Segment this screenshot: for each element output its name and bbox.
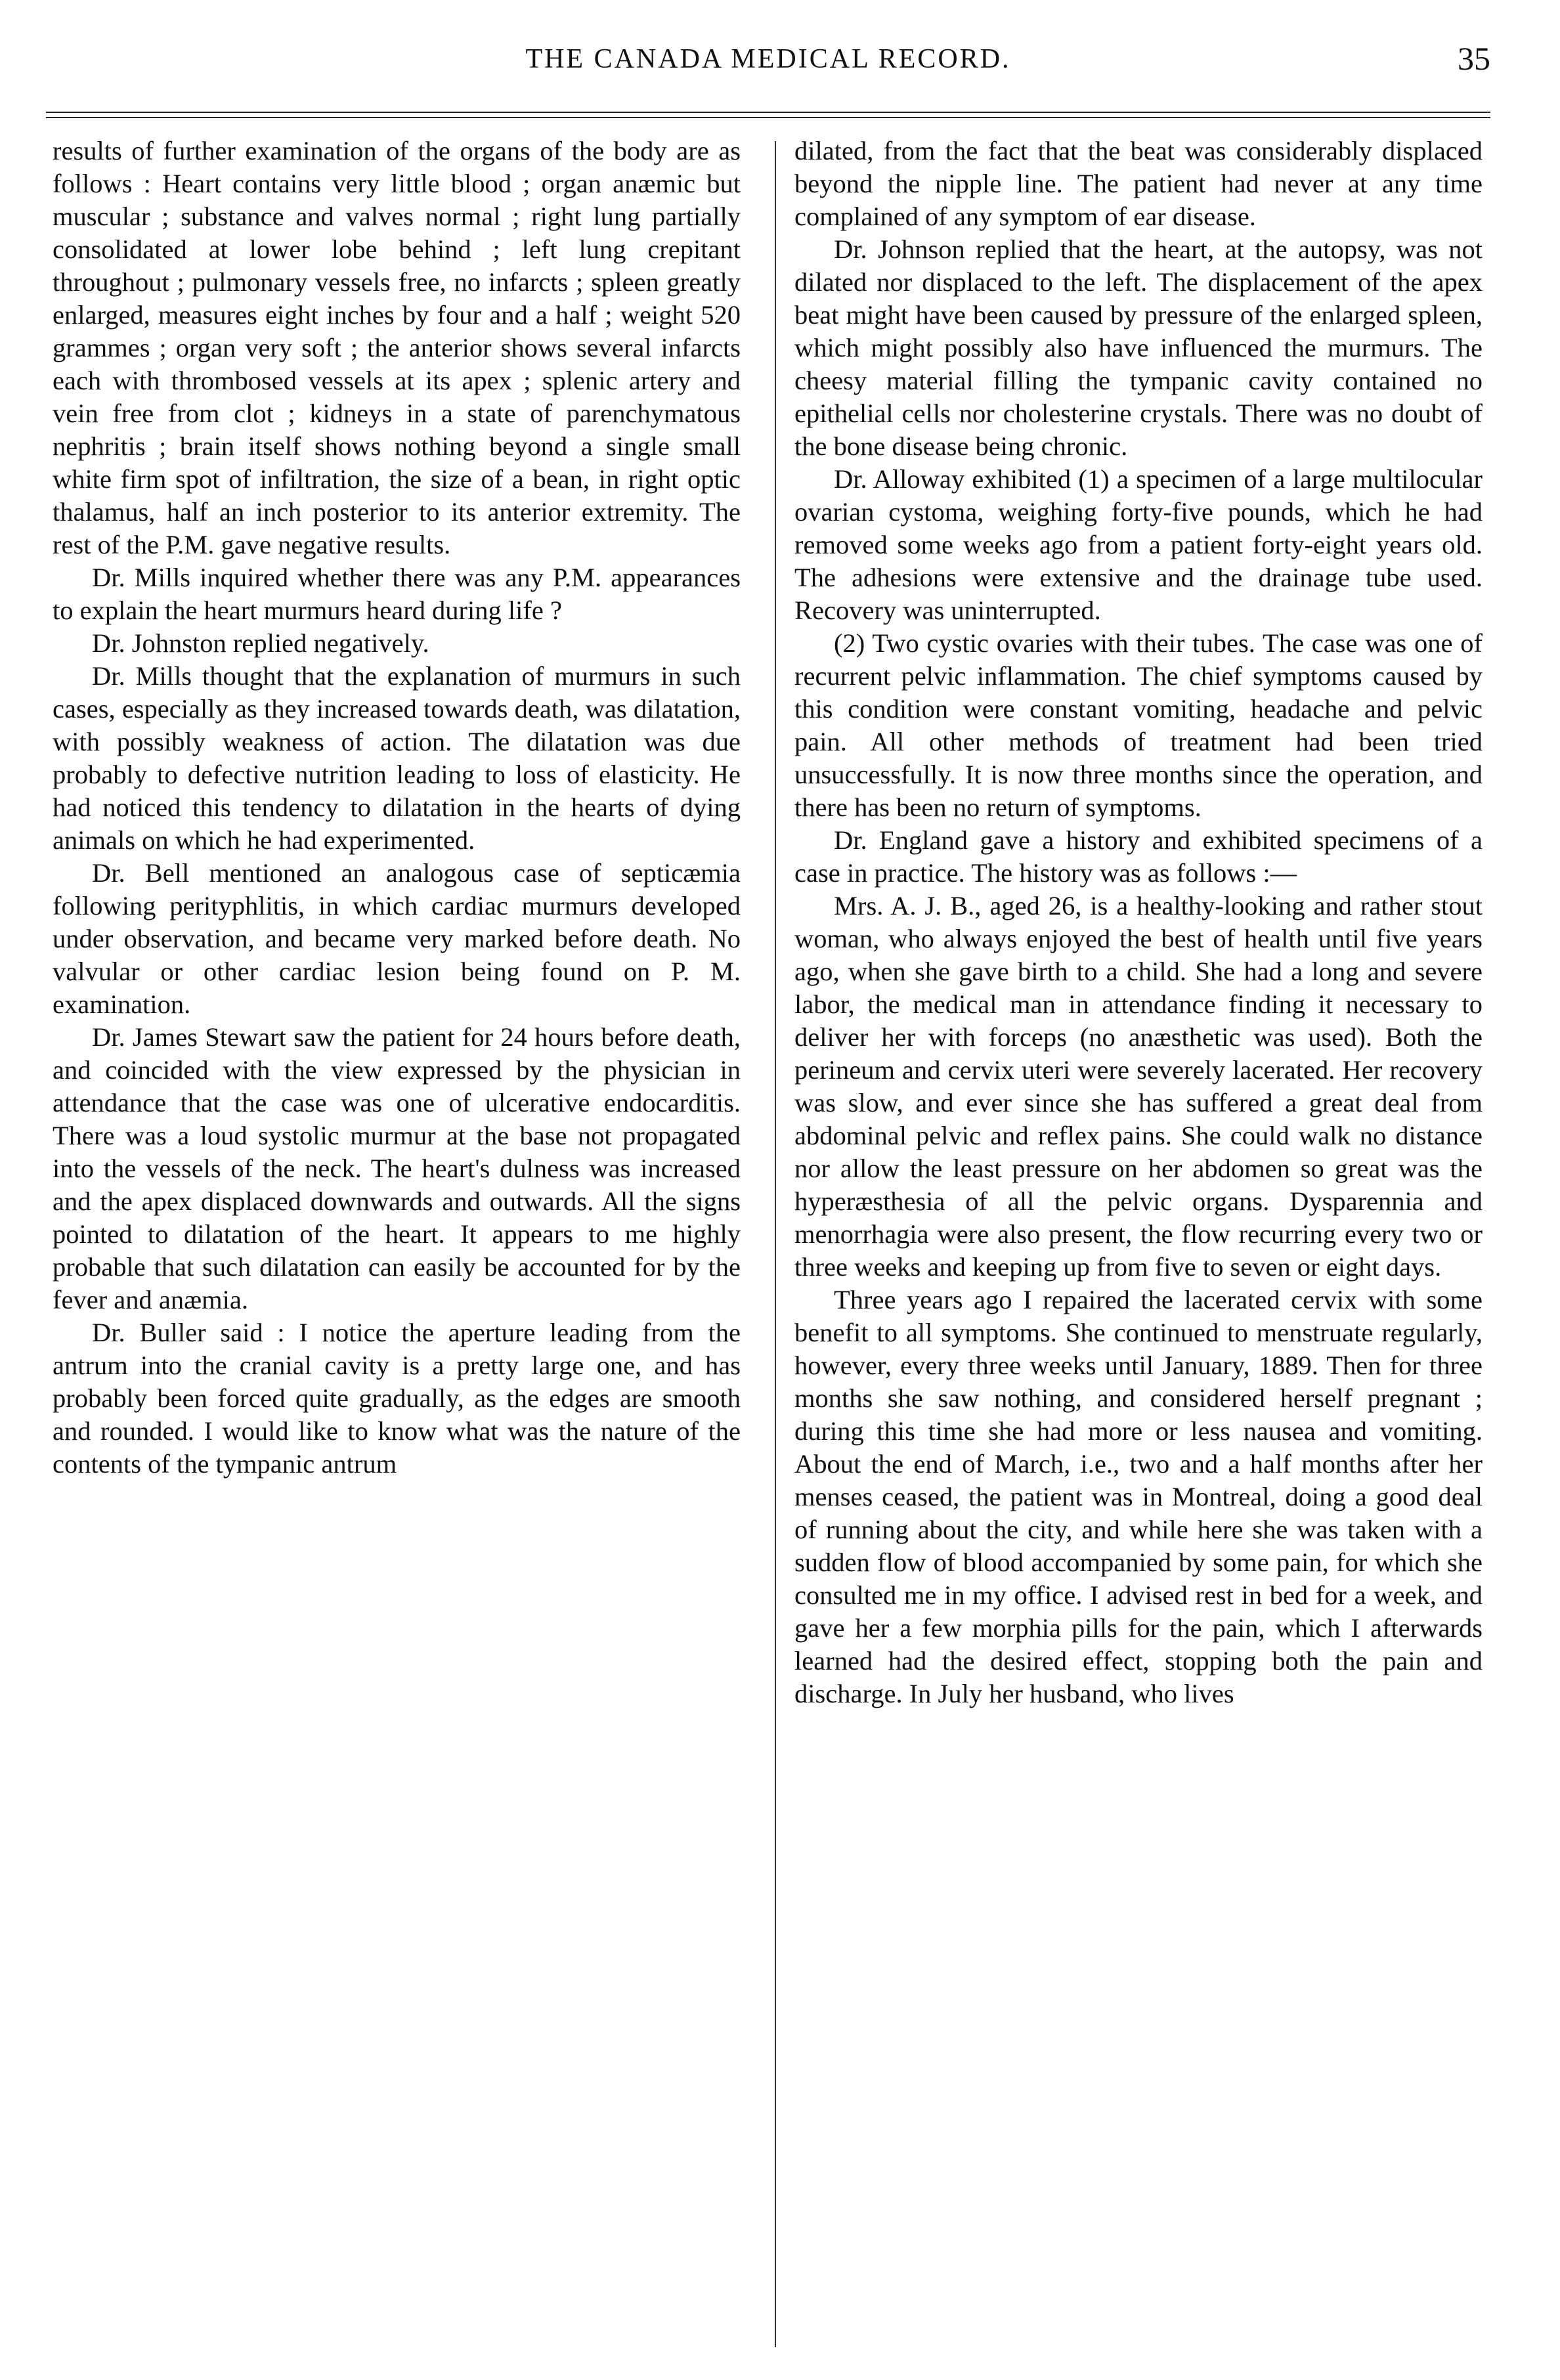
paragraph: Dr. Alloway exhibited (1) a specimen of a large multilocular ovarian cystoma, weighing forty-five pounds, which he had removed some weeks ago from a patient forty-eight years old. The adhesions were extensive and the drainage tube used. Recovery was uninterrupted.	[794, 464, 1483, 625]
paragraph: Dr. Mills inquired whether there was any P.M. appearances to explain the heart murmurs heard during life ?	[53, 563, 741, 625]
paragraph: Dr. Johnston replied negatively.	[92, 628, 429, 658]
column-divider	[775, 141, 776, 2347]
paragraph: Three years ago I repaired the lacerated cervix with some benefit to all symptoms. She continued to menstruate regularly, however, every three weeks until January, 1889. Then for three months she saw nothing, and considered herself pregnant ; during this time she had more or less nausea and vomiting. About the end of March, i.e., two and a half months after her menses ceased, the patient was in Montreal, doing a good deal of running about the city, and while here she was taken with a sudden flow of blood accompanied by some pain, for which she consulted me in my office. I advised rest in bed for a week, and gave her a few morphia pills for the pain, which I afterwards learned had the desired effect, stopping both the pain and discharge. In July her husband, who lives	[794, 1285, 1483, 1708]
paragraph: Dr. Bell mentioned an analogous case of septicæmia following perityphlitis, in which cardiac murmurs developed under observation, and became very marked before death. No valvular or other cardiac lesion being found on P. M. examination.	[53, 858, 741, 1019]
paragraph: dilated, from the fact that the beat was considerably displaced beyond the nipple line. The patient had never at any time complained of any symptom of ear disease.	[794, 136, 1483, 231]
paragraph: results of further examination of the organs of the body are as follows : Heart contains very little blood ; organ anæmic but muscular ; substance and valves normal ; right lung partially consolidated at lower lobe behind ; left lung crepitant throughout ; pulmonary vessels free, no infarcts ; spleen greatly enlarged, measures eight inches by four and a half ; weight 520 grammes ; organ very soft ; the anterior shows several infarcts each with thrombosed vessels at its apex ; splenic artery and vein free from clot ; kidneys in a state of parenchymatous nephritis ; brain itself shows nothing beyond a single small white firm spot of infiltration, the size of a bean, in right optic thalamus, half an inch posterior to its anterior extremity. The rest of the P.M. gave negative results.	[53, 136, 741, 559]
journal-title: THE CANADA MEDICAL RECORD.	[525, 44, 1011, 74]
paragraph: Mrs. A. J. B., aged 26, is a healthy-looking and rather stout woman, who always enjoyed the best of health until five years ago, when she gave birth to a child. She had a long and severe labor, the medical man in attendance finding it necessary to deliver her with forceps (no anæsthetic was used). Both the perineum and cervix uteri were severely lacerated. Her recovery was slow, and ever since she has suffered a great deal from abdominal pelvic and reflex pains. She could walk no distance nor allow the least pressure on her abdomen so great was the hyperæsthesia of all the pelvic organs. Dysparennia and menorrhagia were also present, the flow recurring every two or three weeks and keeping up from five to seven or eight days.	[794, 891, 1483, 1282]
left-column	[53, 135, 741, 1481]
paragraph: Dr. James Stewart saw the patient for 24 hours before death, and coincided with the view expressed by the physician in attendance that the case was one of ulcerative endocarditis. There was a loud systolic murmur at the base not propagated into the vessels of the neck. The heart's dulness was increased and the apex displaced downwards and outwards. All the signs pointed to dilatation of the heart. It appears to me highly probable that such dilatation can easily be accounted for by the fever and anæmia.	[53, 1022, 741, 1314]
paragraph: Dr. Johnson replied that the heart, at the autopsy, was not dilated nor displaced to the left. The displacement of the apex beat might have been caused by pressure of the enlarged spleen, which might possibly also have influenced the murmurs. The cheesy material filling the tympanic cavity contained no epithelial cells nor cholesterine crystals. There was no doubt of the bone disease being chronic.	[794, 234, 1483, 461]
page-header	[46, 34, 1490, 87]
right-column	[794, 135, 1483, 1710]
page-number: 35	[1458, 40, 1490, 77]
paragraph: Dr. Buller said : I notice the aperture leading from the antrum into the cranial cavity is a pretty large one, and has probably been forced quite gradually, as the edges are smooth and rounded. I would like to know what was the nature of the contents of the tympanic antrum	[53, 1318, 741, 1479]
header-rule-top	[46, 112, 1490, 113]
paragraph: (2) Two cystic ovaries with their tubes. The case was one of recurrent pelvic inflammation. The chief symptoms caused by this condition were constant vomiting, headache and pelvic pain. All other methods of treatment had been tried unsuccessfully. It is now three months since the operation, and there has been no return of symptoms.	[794, 628, 1483, 822]
paragraph: Dr. England gave a history and exhibited specimens of a case in practice. The history was as follows :—	[794, 825, 1483, 888]
header-rule-bottom	[46, 117, 1490, 118]
paragraph: Dr. Mills thought that the explanation of murmurs in such cases, especially as they increased towards death, was dilatation, with possibly weakness of action. The dilatation was due probably to defective nutrition leading to loss of elasticity. He had noticed this tendency to dilatation in the hearts of dying animals on which he had experimented.	[53, 661, 741, 855]
